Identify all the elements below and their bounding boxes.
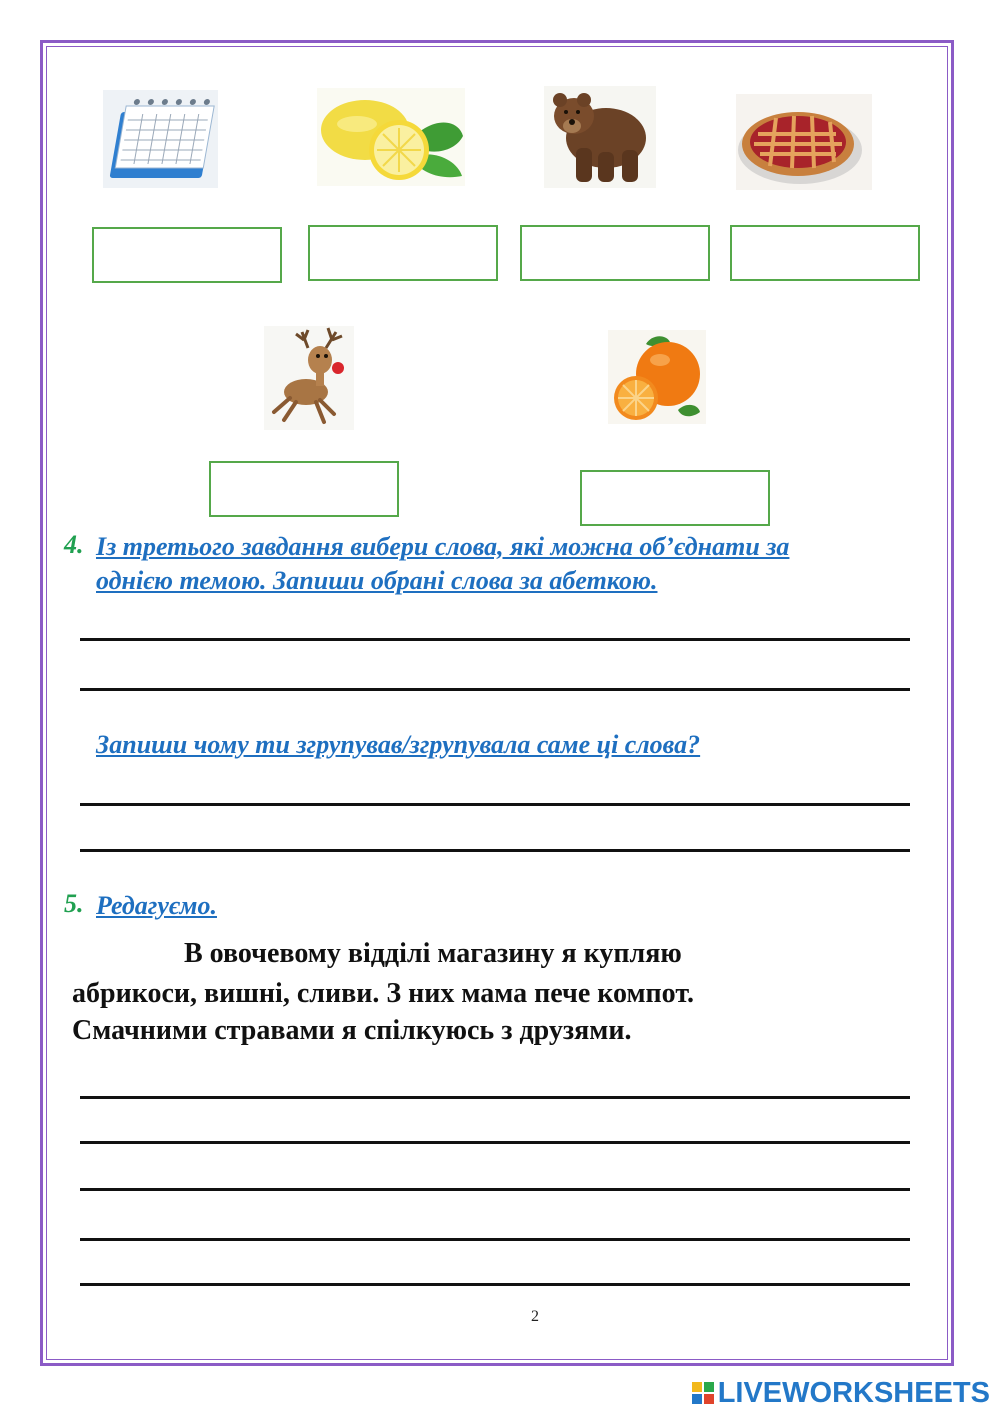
answer-box-orange[interactable] [580,470,770,526]
task4-number: 4. [64,530,84,559]
pie-icon [736,94,872,190]
lemon-icon [317,88,465,186]
answer-line[interactable] [80,638,910,641]
brand-name: LIVEWORKSHEETS [717,1376,990,1409]
answer-line[interactable] [80,1188,910,1191]
brand-footer [692,1378,990,1408]
orange-icon [608,330,706,424]
task5-text-line2: абрикоси, вишні, сливи. З них мама пече компот. [72,978,694,1009]
calendar-icon [103,90,218,188]
answer-line[interactable] [80,1283,910,1286]
answer-box-lemon[interactable] [308,225,498,281]
task5-number: 5. [64,889,84,918]
answer-box-calendar[interactable] [92,227,282,283]
task4-line1: Із третього завдання вибери слова, які можна об’єднати за [96,532,790,561]
page-number: 2 [531,1308,539,1325]
answer-line[interactable] [80,1238,910,1241]
liveworksheets-logo-icon [692,1382,714,1404]
task5-text-line3: Смачними стравами я спілкуюсь з друзями. [72,1015,632,1046]
reindeer-icon [264,326,354,430]
answer-box-pie[interactable] [730,225,920,281]
answer-line[interactable] [80,688,910,691]
answer-line[interactable] [80,1096,910,1099]
answer-box-reindeer[interactable] [209,461,399,517]
bear-icon [544,86,656,188]
answer-box-bear[interactable] [520,225,710,281]
task4-line2: однією темою. Запиши обрані слова за абеткою. [96,566,658,595]
answer-line[interactable] [80,803,910,806]
task4-subprompt: Запиши чому ти згрупував/згрупувала саме ці слова? [96,730,701,759]
task5-title: Редагуємо. [96,891,217,920]
answer-line[interactable] [80,1141,910,1144]
answer-line[interactable] [80,849,910,852]
task5-text-line1: В овочевому відділі магазину я купляю [184,938,682,969]
